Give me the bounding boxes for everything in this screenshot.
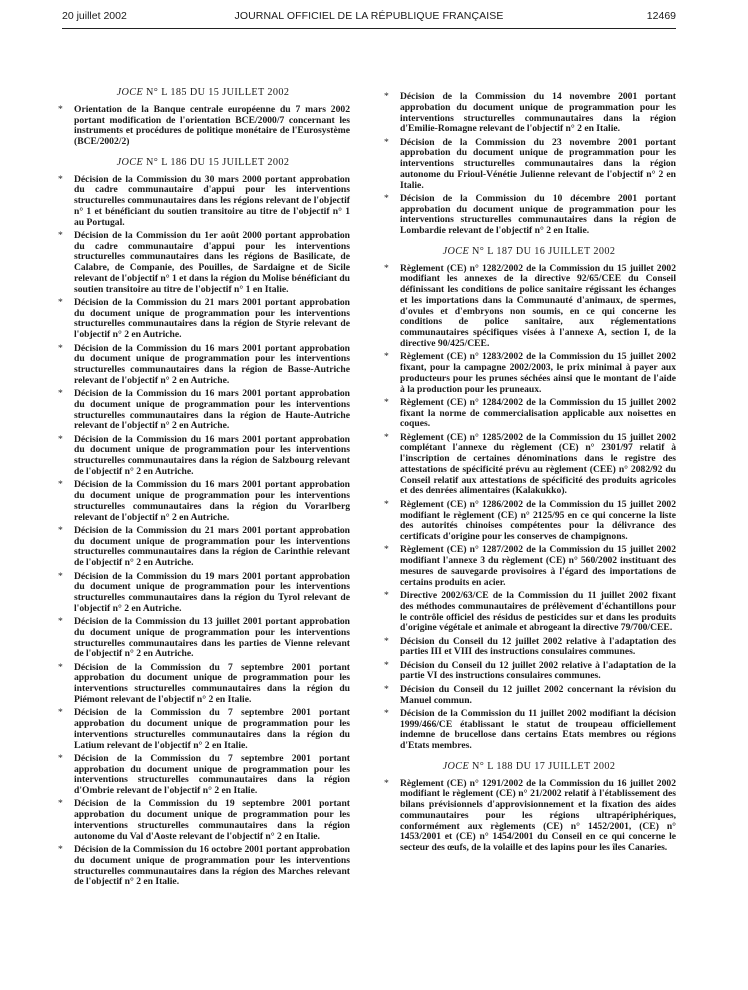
entry-text: Décision de la Commission du 23 novembre 2001 portant approbation du document unique de programmation pour les interventions structurelles communautaires dans la région autonome du Frioul-Vénétie Julienne relevant de l'objectif n° 2 en Italie. — [400, 136, 676, 191]
list-item — [382, 500, 676, 543]
list-item — [56, 231, 350, 296]
list-item — [56, 799, 350, 842]
bullet-star-icon: * — [384, 431, 389, 443]
entry-text: Décision de la Commission du 11 juillet 2002 modifiant la décision 1999/466/CE établissant le statut de troupeau officiellement indemne de brucellose dans certains Etats membres ou régions d'Etats membres. — [400, 707, 676, 752]
list-item — [56, 389, 350, 432]
entry-text: Règlement (CE) n° 1282/2002 de la Commission du 15 juillet 2002 modifiant les annexes de la directive 92/65/CEE du Conseil définissant les conditions de police sanitaire régissant les échanges et les importations dans la Communauté d'animaux, de spermes, d'ovules et d'embryons non soumis, en ce qui concerne les conditions de police sanitaire, aux réglementations communautaires spécifiques visées à l'annexe A, section I, de la directive 90/425/CEE. — [400, 262, 676, 349]
entry-text: Orientation de la Banque centrale européenne du 7 mars 2002 portant modification de l'orientation BCE/2000/7 concernant les instruments et procédures de politique monétaire de l'Eurosystème (BCE/2002/2) — [74, 103, 350, 147]
entry-text: Règlement (CE) n° 1291/2002 de la Commission du 16 juillet 2002 modifiant le règlement (CE) n° 21/2002 relatif à l'établissement des bilans prévisionnels d'approvisionnement et la fixation des aides communautaires pour les régions ultrapériphériques, conformément aux règlements (CE) n° 1452/2001, (CE) n° 1453/2001 et (CE) n° 1454/2001 du Conseil en ce qui concerne le secteur des œufs, de la volaille et des lapins pour les îles Canaries. — [400, 777, 676, 854]
entry-text: Décision de la Commission du 21 mars 2001 portant approbation du document unique de programmation pour les interventions structurelles communautaires dans la région de Styrie relevant de l'objectif n° 2 en Autriche. — [74, 296, 350, 341]
entry-text: Décision de la Commission du 19 septembre 2001 portant approbation du document unique de programmation pour les interventions structurelles communautaires dans la région autonome du Val d'Aoste relevant de l'objectif n° 2 en Italie. — [74, 798, 350, 842]
entry-text: Décision de la Commission du 7 septembre 2001 portant approbation du document unique de programmation pour les interventions structurelles communautaires dans la région du Piémont relevant de l'objectif n° 2 en Italie. — [74, 661, 350, 705]
bullet-star-icon: * — [384, 635, 389, 647]
list-item — [382, 92, 676, 135]
bullet-star-icon: * — [58, 844, 63, 856]
issue-reference: N° L 188 DU 17 JUILLET 2002 — [469, 760, 616, 772]
list-item — [382, 685, 676, 707]
entry-text: Règlement (CE) n° 1287/2002 de la Commission du 15 juillet 2002 modifiant l'annexe 3 du règlement (CE) n° 560/2002 instituant des mesures de sauvegarde provisoires à l'égard des importations de certains produits en acier. — [400, 544, 676, 588]
list-item — [382, 661, 676, 683]
list-item — [56, 572, 350, 615]
entry-text: Décision de la Commission du 19 mars 2001 portant approbation du document unique de programmation pour les interventions structurelles communautaires dans la région du Tyrol relevant de l'objectif n° 2 en Autriche. — [74, 570, 350, 614]
list-item — [382, 398, 676, 430]
bullet-star-icon: * — [384, 91, 389, 102]
bullet-star-icon: * — [384, 707, 389, 719]
bullet-star-icon: * — [384, 544, 389, 556]
entry-text: Décision de la Commission du 16 mars 2001 portant approbation du document unique de programmation pour les interventions structurelles communautaires dans la région de Salzbourg relevant de l'objectif n° 2 en Autriche. — [74, 433, 350, 477]
bullet-star-icon: * — [384, 498, 389, 510]
list-item — [382, 779, 676, 854]
issue-reference: N° L 186 DU 15 JUILLET 2002 — [143, 156, 290, 168]
bullet-star-icon: * — [58, 388, 63, 400]
list-item — [56, 754, 350, 797]
bullet-star-icon: * — [58, 752, 63, 764]
joce-section-heading — [56, 158, 350, 169]
bullet-star-icon: * — [58, 229, 63, 241]
entry-text: Règlement (CE) n° 1285/2002 de la Commission du 15 juillet 2002 complétant l'annexe du règlement (CE) n° 2301/97 relatif à l'inscription de certaines dénominations dans le registre des attestations de spécificité prévu au règlement (CEE) n° 2082/92 du Conseil relatif aux attestations de spécificité des produits agricoles et des denrées alimentaires (Kalakukko). — [400, 431, 676, 497]
bullet-star-icon: * — [58, 103, 63, 115]
list-item — [56, 175, 350, 229]
list-item — [382, 264, 676, 350]
header-rule — [62, 28, 676, 29]
right-column — [382, 92, 676, 856]
list-item — [382, 433, 676, 498]
bullet-star-icon: * — [384, 590, 389, 601]
list-item — [56, 617, 350, 660]
entry-text: Décision de la Commission du 21 mars 2001 portant approbation du document unique de programmation pour les interventions structurelles communautaires dans la région de Carinthie relevant de l'objectif n° 2 en Autriche. — [74, 524, 350, 569]
bullet-star-icon: * — [384, 136, 389, 148]
issue-reference: N° L 185 DU 15 JUILLET 2002 — [143, 87, 290, 98]
entry-text: Décision du Conseil du 12 juillet 2002 relative à l'adaptation des parties III et VIII des instructions consulaires communes. — [400, 635, 676, 658]
entry-text: Décision de la Commission du 1er août 2000 portant approbation du cadre communautaire d'appui pour les interventions structurelles communautaires dans les régions de Basilicate, de Calabre, de Companie, des Pouilles, de Sardaigne et de Sicile relevant de l'objectif n° 1 et dans la région du Molise bénéficiant du soutien transitoire au titre de l'objectif n° 1 en Italie. — [74, 229, 351, 295]
list-item — [382, 637, 676, 659]
left-column — [56, 88, 350, 891]
bullet-star-icon: * — [58, 570, 63, 582]
entry-text: Décision de la Commission du 7 septembre 2001 portant approbation du document unique de programmation pour les interventions structurelles communautaires dans la région du Latium relevant de l'objectif n° 2 en Italie. — [74, 707, 350, 751]
entry-text: Décision de la Commission du 30 mars 2000 portant approbation du cadre communautaire d'appui pour les interventions structurelles communautaires dans les régions relevant de l'objectif n° 1 et bénéficiant du soutien transitoire au titre de l'objectif n° 1 au Portugal. — [74, 173, 350, 228]
entry-text: Décision du Conseil du 12 juillet 2002 concernant la révision du Manuel commun. — [400, 683, 676, 706]
entry-text: Décision de la Commission du 10 décembre 2001 portant approbation du document unique de programmation pour les interventions structurelles communautaires dans la région de Lombardie relevant de l'objectif n° 2 en Italie. — [400, 192, 676, 237]
list-item — [56, 480, 350, 523]
list-item — [382, 194, 676, 237]
entry-text: Décision de la Commission du 16 octobre 2001 portant approbation du document unique de programmation pour les interventions structurelles communautaires dans la région des Marches relevant de l'objectif n° 2 en Italie. — [74, 844, 350, 888]
list-item — [382, 545, 676, 588]
list-item — [56, 105, 350, 148]
page-header — [62, 10, 676, 26]
entry-text: Règlement (CE) n° 1284/2002 de la Commission du 15 juillet 2002 fixant la norme de commercialisation applicable aux noisettes en coques. — [400, 396, 676, 430]
entry-text: Décision de la Commission du 16 mars 2001 portant approbation du document unique de programmation pour les interventions structurelles communautaires dans la région du Vorarlberg relevant de l'objectif n° 2 en Autriche. — [74, 479, 350, 523]
list-item — [382, 138, 676, 192]
bullet-star-icon: * — [58, 433, 63, 445]
entry-text: Règlement (CE) n° 1286/2002 de la Commission du 15 juillet 2002 modifiant le règlement (CE) n° 2125/95 en ce qui concerne la liste des autorités chinoises compétentes pour la délivrance des certificats d'origine pour les conserves de champignons. — [400, 498, 676, 543]
list-item — [382, 352, 676, 395]
header-page-number: 12469 — [646, 10, 676, 22]
bullet-star-icon: * — [384, 351, 389, 363]
bullet-star-icon: * — [58, 524, 63, 536]
bullet-star-icon: * — [384, 683, 389, 695]
bullet-star-icon: * — [384, 396, 389, 408]
list-item — [56, 708, 350, 751]
entry-text: Règlement (CE) n° 1283/2002 de la Commission du 15 juillet 2002 fixant, pour la campagne 2002/2003, le prix minimal à payer aux producteurs pour les prunes séchées ainsi que le montant de l'aide à la production pour les pruneaux. — [400, 351, 676, 395]
list-item — [56, 663, 350, 706]
entry-text: Décision du Conseil du 12 juillet 2002 relative à l'adaptation de la partie VI des instructions consulaires communes. — [400, 659, 676, 682]
bullet-star-icon: * — [384, 262, 389, 274]
joce-section-heading — [56, 88, 350, 99]
bullet-star-icon: * — [384, 777, 389, 789]
joce-section-heading — [382, 247, 676, 258]
bullet-star-icon: * — [58, 616, 63, 628]
header-title: JOURNAL OFFICIEL DE LA RÉPUBLIQUE FRANÇAISE — [234, 10, 504, 22]
list-item — [56, 526, 350, 569]
joce-section-heading — [382, 762, 676, 773]
bullet-star-icon: * — [58, 661, 63, 673]
bullet-star-icon: * — [58, 296, 63, 308]
list-item — [56, 435, 350, 478]
list-item — [382, 709, 676, 752]
entry-text: Décision de la Commission du 16 mars 2001 portant approbation du document unique de programmation pour les interventions structurelles communautaires dans la région de Basse-Autriche relevant de l'objectif n° 2 en Autriche. — [74, 342, 350, 386]
bullet-star-icon: * — [58, 342, 63, 354]
list-item — [382, 591, 676, 634]
entry-text: Décision de la Commission du 16 mars 2001 portant approbation du document unique de programmation pour les interventions structurelles communautaires dans la région de Haute-Autriche relevant de l'objectif n° 2 en Autriche. — [74, 388, 350, 432]
entry-text: Directive 2002/63/CE de la Commission du 11 juillet 2002 fixant des méthodes communautaires de prélèvement d'échantillons pour le contrôle officiel des résidus de pesticides sur et dans les produits d'origine végétale et animale et abrogeant la directive 79/700/CEE. — [400, 590, 676, 634]
joce-label: JOCE — [442, 760, 470, 772]
entry-text: Décision de la Commission du 7 septembre 2001 portant approbation du document unique de programmation pour les interventions structurelles communautaires dans la région d'Ombrie relevant de l'objectif n° 2 en Italie. — [74, 752, 350, 797]
entry-text: Décision de la Commission du 14 novembre 2001 portant approbation du document unique de programmation pour les interventions structurelles communautaires dans la région d'Emilie-Romagne relevant de l'objectif n° 2 en Italie. — [400, 91, 676, 135]
issue-reference: N° L 187 DU 16 JUILLET 2002 — [469, 245, 616, 257]
joce-label: JOCE — [116, 87, 144, 98]
list-item — [56, 344, 350, 387]
entry-text: Décision de la Commission du 13 juillet 2001 portant approbation du document unique de programmation pour les interventions structurelles communautaires dans les parties de Vienne relevant de l'objectif n° 2 en Autriche. — [74, 616, 350, 660]
bullet-star-icon: * — [384, 659, 389, 671]
bullet-star-icon: * — [384, 192, 389, 204]
bullet-star-icon: * — [58, 479, 63, 491]
bullet-star-icon: * — [58, 707, 63, 719]
bullet-star-icon: * — [58, 798, 63, 810]
joce-label: JOCE — [442, 245, 470, 257]
list-item — [56, 845, 350, 888]
header-date: 20 juillet 2002 — [62, 10, 127, 22]
bullet-star-icon: * — [58, 173, 63, 185]
joce-label: JOCE — [116, 156, 144, 168]
list-item — [56, 298, 350, 341]
